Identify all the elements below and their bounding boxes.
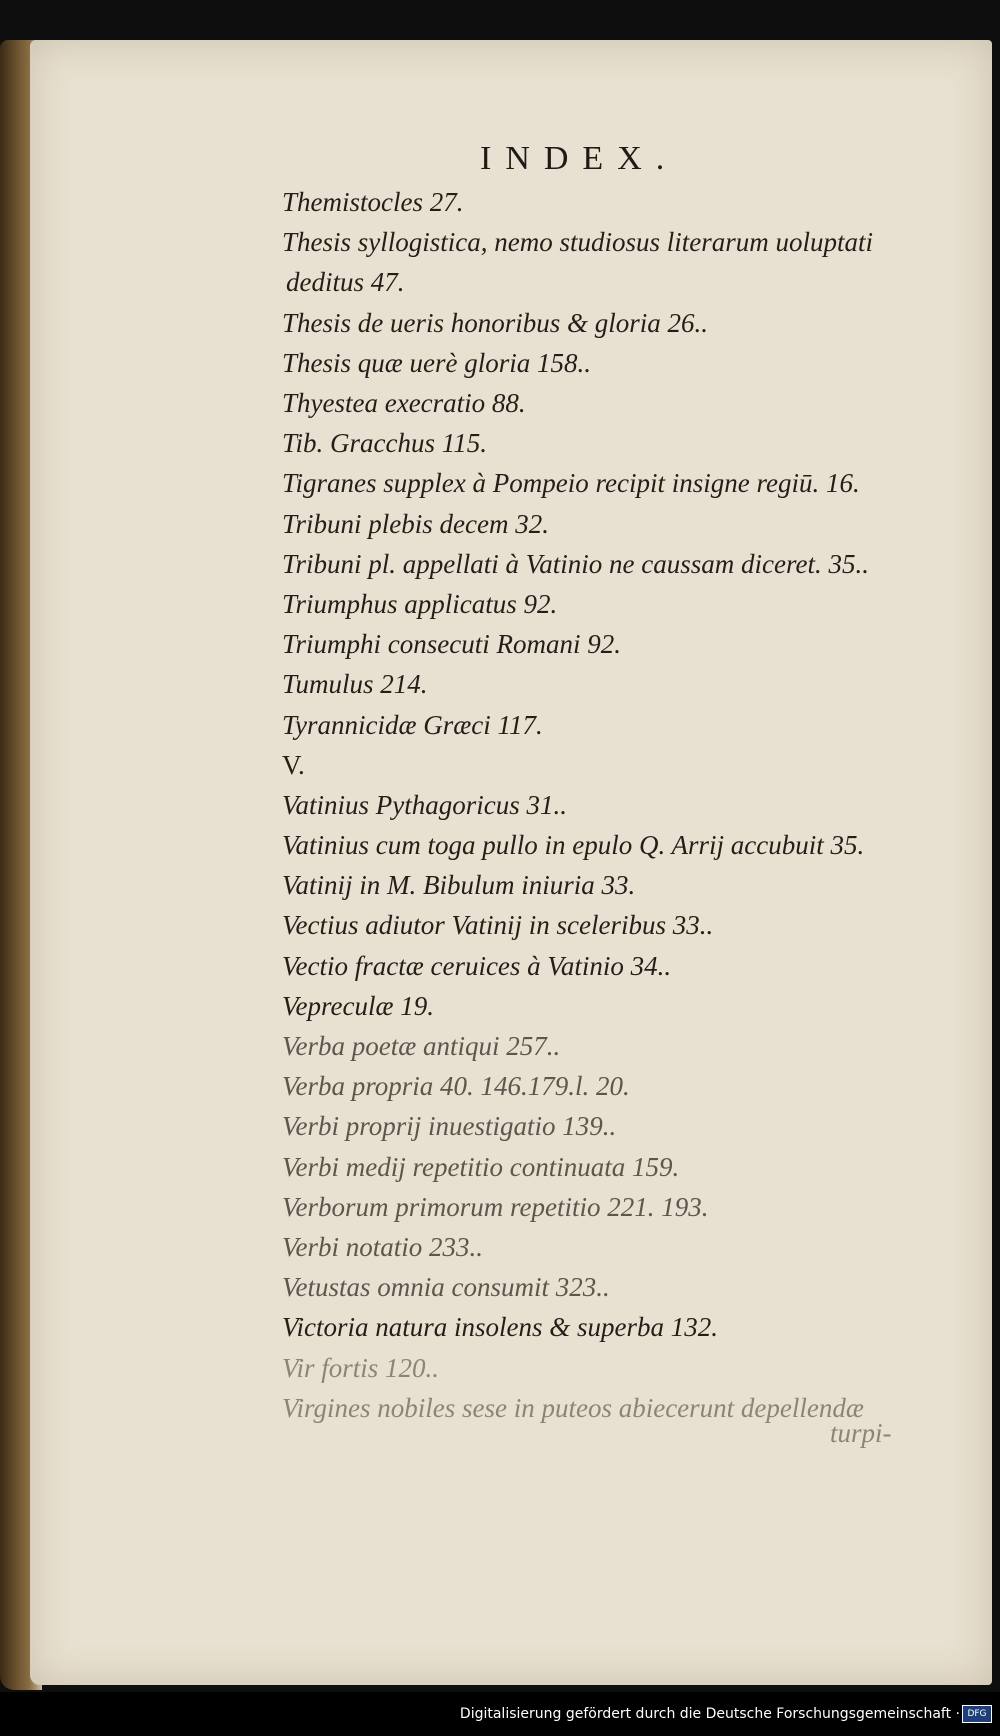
index-entry: Tribuni pl. appellati à Vatinio ne caussam diceret. 35.. [282,548,869,579]
index-entry: Verbi notatio 233.. [282,1232,483,1263]
index-entry: Thyestea execratio 88. [282,388,526,419]
index-entry: Thesis syllogistica, nemo studiosus literarum uoluptati [282,227,874,258]
index-entry: Vectio fractæ ceruices à Vatinio 34.. [282,950,672,981]
index-entry: Vatinius Pythagoricus 31.. [282,789,567,820]
catchword: turpi- [830,1418,892,1448]
index-entry: Vepreculæ 19. [282,990,434,1021]
index-entry: Thesis quæ uerè gloria 158.. [282,347,592,378]
index-entry: Triumphus applicatus 92. [282,589,558,620]
index-entry: Tib. Gracchus 115. [282,428,488,459]
index-entry: Triumphi consecuti Romani 92. [282,629,621,660]
footer-credit: Digitalisierung gefördert durch die Deutsche Forschungsgemeinschaft · [459,1706,960,1722]
index-entry: Tyrannicidæ Græci 117. [282,709,543,740]
index-entry: Virgines nobiles sese in puteos abiecerunt depellendæ [282,1392,864,1423]
index-entries [282,182,972,1428]
index-entry: Vectius adiutor Vatinij in sceleribus 33.. [282,910,714,941]
page-heading: INDEX. [480,140,679,177]
index-entry: Verbi medij repetitio continuata 159. [282,1151,680,1182]
section-letter: V. [282,749,305,780]
index-entry-continuation: deditus 47. [286,267,405,298]
index-entry: Vatinij in M. Bibulum iniuria 33. [282,870,636,901]
dfg-logo: DFG [962,1705,992,1723]
index-entry: Victoria natura insolens & superba 132. [282,1312,718,1343]
index-entry: Tumulus 214. [282,669,428,700]
index-entry: Vetustas omnia consumit 323.. [282,1272,610,1303]
index-entry: Verba poetæ antiqui 257.. [282,1031,561,1062]
index-entry: Tigranes supplex à Pompeio recipit insigne regiū. 16. [282,468,860,499]
index-entry: Themistocles 27. [282,187,464,217]
index-entry: Verbi proprij inuestigatio 139.. [282,1111,617,1142]
index-entry: Verba propria 40. 146.179.l. 20. [282,1071,630,1102]
index-entry: Vir fortis 120.. [282,1352,440,1383]
index-entry: Vatinius cum toga pullo in epulo Q. Arrij accubuit 35. [282,830,865,861]
footer-bar [0,1692,1000,1736]
index-entry: Thesis de ueris honoribus & gloria 26.. [282,307,709,338]
index-entry: Verborum primorum repetitio 221. 193. [282,1191,709,1222]
index-entry: Tribuni plebis decem 32. [282,508,549,539]
